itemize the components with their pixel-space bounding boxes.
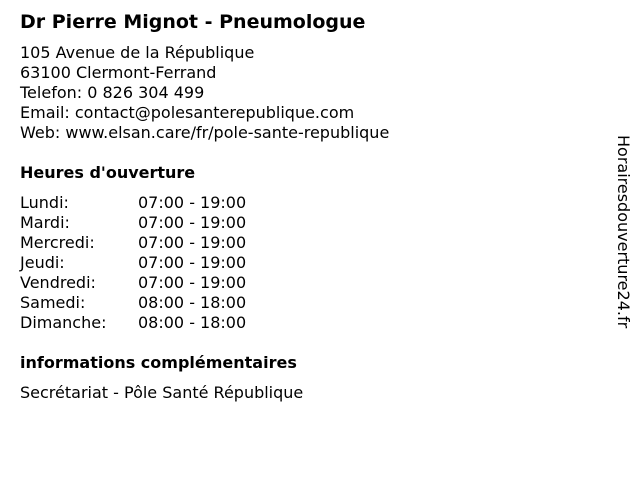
time-range: 08:00 - 18:00 — [138, 293, 247, 312]
hours-row-sunday — [20, 313, 600, 333]
time-range: 07:00 - 19:00 — [138, 253, 247, 272]
hours-row-tuesday — [20, 213, 600, 233]
time-range: 07:00 - 19:00 — [138, 213, 247, 232]
day-label: Samedi: — [20, 293, 86, 312]
additional-info-heading: informations complémentaires — [20, 353, 297, 372]
day-label: Vendredi: — [20, 273, 96, 292]
time-range: 08:00 - 18:00 — [138, 313, 247, 332]
hours-row-thursday — [20, 253, 600, 273]
additional-info-text: Secrétariat - Pôle Santé République — [20, 383, 304, 402]
opening-hours-heading: Heures d'ouverture — [20, 163, 196, 182]
time-range: 07:00 - 19:00 — [138, 233, 247, 252]
hours-row-saturday — [20, 293, 600, 313]
day-label: Jeudi: — [20, 253, 65, 272]
hours-row-monday — [20, 193, 600, 213]
contact-block — [20, 43, 600, 143]
business-card — [20, 10, 600, 403]
time-range: 07:00 - 19:00 — [138, 193, 247, 212]
address-city: 63100 Clermont-Ferrand — [20, 63, 217, 82]
time-range: 07:00 - 19:00 — [138, 273, 247, 292]
phone-number[interactable]: Telefon: 0 826 304 499 — [20, 83, 205, 102]
opening-hours-table — [20, 193, 600, 333]
day-label: Mardi: — [20, 213, 70, 232]
day-label: Mercredi: — [20, 233, 95, 252]
site-watermark: Horairesdouverture24.fr — [614, 135, 633, 329]
hours-row-friday — [20, 273, 600, 293]
hours-row-wednesday — [20, 233, 600, 253]
email-address[interactable]: Email: contact@polesanterepublique.com — [20, 103, 355, 122]
business-name: Dr Pierre Mignot - Pneumologue — [20, 11, 366, 33]
website-link[interactable]: Web: www.elsan.care/fr/pole-sante-republique — [20, 123, 390, 142]
address-street: 105 Avenue de la République — [20, 43, 255, 62]
day-label: Dimanche: — [20, 313, 107, 332]
day-label: Lundi: — [20, 193, 69, 212]
